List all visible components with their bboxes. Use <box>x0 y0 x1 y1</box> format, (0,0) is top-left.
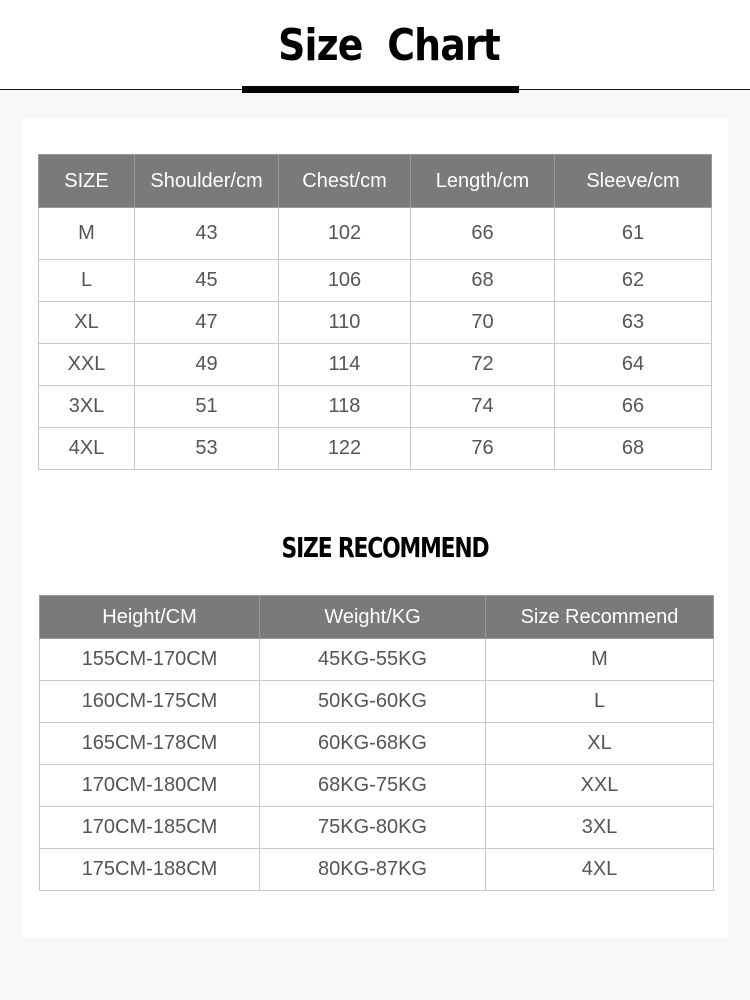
table-row <box>40 639 714 681</box>
size-chart-header-row <box>39 155 712 208</box>
cell-sleeve: 66 <box>555 386 712 428</box>
header-sleeve: Sleeve/cm <box>555 155 712 208</box>
cell-shoulder: 51 <box>135 386 279 428</box>
cell-shoulder: 49 <box>135 344 279 386</box>
header-size-recommend: Size Recommend <box>486 596 714 639</box>
cell-height: 170CM-185CM <box>40 807 260 849</box>
cell-length: 70 <box>411 302 555 344</box>
cell-chest: 110 <box>279 302 411 344</box>
cell-shoulder: 53 <box>135 428 279 470</box>
page-title: Size Chart <box>278 20 500 71</box>
cell-weight: 60KG-68KG <box>260 723 486 765</box>
cell-recommended-size: M <box>486 639 714 681</box>
cell-height: 170CM-180CM <box>40 765 260 807</box>
cell-length: 72 <box>411 344 555 386</box>
table-row <box>40 849 714 891</box>
cell-chest: 118 <box>279 386 411 428</box>
table-row <box>39 260 712 302</box>
table-row <box>39 386 712 428</box>
cell-weight: 50KG-60KG <box>260 681 486 723</box>
cell-recommended-size: 3XL <box>486 807 714 849</box>
cell-weight: 68KG-75KG <box>260 765 486 807</box>
cell-recommended-size: 4XL <box>486 849 714 891</box>
cell-shoulder: 45 <box>135 260 279 302</box>
recommend-header-row <box>40 596 714 639</box>
size-recommend-table <box>39 595 714 891</box>
cell-recommended-size: XXL <box>486 765 714 807</box>
cell-weight: 75KG-80KG <box>260 807 486 849</box>
cell-length: 74 <box>411 386 555 428</box>
cell-weight: 80KG-87KG <box>260 849 486 891</box>
header-weight: Weight/KG <box>260 596 486 639</box>
table-row <box>40 807 714 849</box>
cell-chest: 102 <box>279 208 411 260</box>
header-shoulder: Shoulder/cm <box>135 155 279 208</box>
cell-size: XL <box>39 302 135 344</box>
cell-chest: 122 <box>279 428 411 470</box>
size-chart-table <box>38 154 712 470</box>
cell-sleeve: 64 <box>555 344 712 386</box>
cell-height: 165CM-178CM <box>40 723 260 765</box>
cell-length: 68 <box>411 260 555 302</box>
table-row <box>39 208 712 260</box>
cell-length: 76 <box>411 428 555 470</box>
cell-size: L <box>39 260 135 302</box>
cell-chest: 114 <box>279 344 411 386</box>
recommend-title: SIZE RECOMMEND <box>281 531 489 564</box>
cell-weight: 45KG-55KG <box>260 639 486 681</box>
table-row <box>40 681 714 723</box>
cell-sleeve: 63 <box>555 302 712 344</box>
table-row <box>39 344 712 386</box>
cell-sleeve: 61 <box>555 208 712 260</box>
cell-size: 3XL <box>39 386 135 428</box>
header-length: Length/cm <box>411 155 555 208</box>
cell-size: 4XL <box>39 428 135 470</box>
table-row <box>39 428 712 470</box>
cell-recommended-size: XL <box>486 723 714 765</box>
cell-height: 175CM-188CM <box>40 849 260 891</box>
cell-size: XXL <box>39 344 135 386</box>
cell-height: 160CM-175CM <box>40 681 260 723</box>
cell-sleeve: 62 <box>555 260 712 302</box>
header-size: SIZE <box>39 155 135 208</box>
cell-shoulder: 43 <box>135 208 279 260</box>
cell-height: 155CM-170CM <box>40 639 260 681</box>
header-chest: Chest/cm <box>279 155 411 208</box>
cell-shoulder: 47 <box>135 302 279 344</box>
table-row <box>40 765 714 807</box>
cell-sleeve: 68 <box>555 428 712 470</box>
cell-size: M <box>39 208 135 260</box>
cell-length: 66 <box>411 208 555 260</box>
cell-chest: 106 <box>279 260 411 302</box>
table-row <box>40 723 714 765</box>
cell-recommended-size: L <box>486 681 714 723</box>
header-height: Height/CM <box>40 596 260 639</box>
title-underline-bar <box>242 86 519 93</box>
table-row <box>39 302 712 344</box>
